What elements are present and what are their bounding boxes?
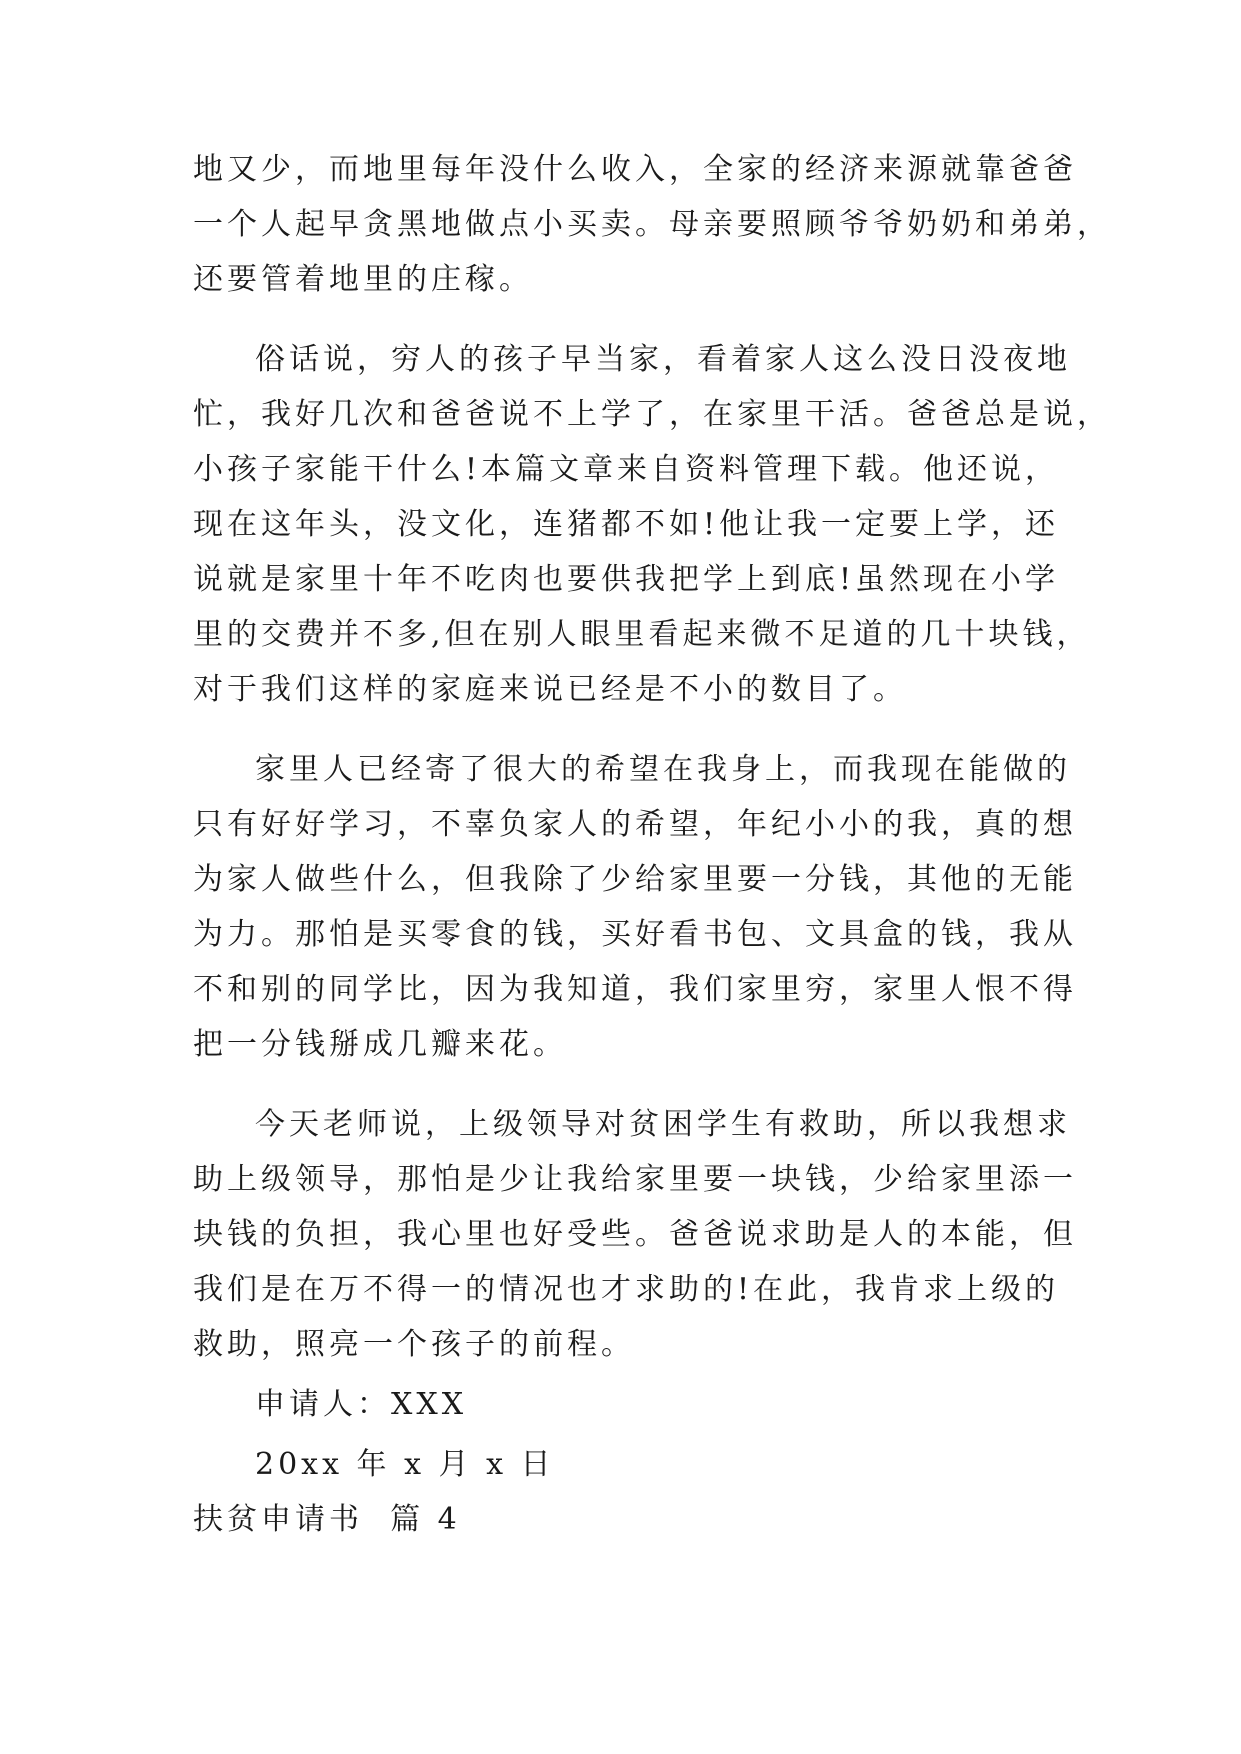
paragraph-line: 现在这年头，没文化，连猪都不如!他让我一定要上学，还 <box>193 507 1060 542</box>
paragraph-line: 不和别的同学比，因为我知道，我们家里穷，家里人恨不得 <box>193 972 1077 1007</box>
section-heading: 扶贫申请书 篇 4 <box>193 1502 461 1537</box>
paragraph-line: 里的交费并不多,但在别人眼里看起来微不足道的几十块钱， <box>193 617 1091 652</box>
date-line: 20xx 年 x 月 x 日 <box>255 1447 555 1482</box>
paragraph-line: 说就是家里十年不吃肉也要供我把学上到底!虽然现在小学 <box>193 562 1060 597</box>
paragraph-line: 对于我们这样的家庭来说已经是不小的数目了。 <box>193 672 907 707</box>
paragraph-line: 一个人起早贪黑地做点小买卖。母亲要照顾爷爷奶奶和弟弟， <box>193 207 1111 242</box>
signature-line: 申请人：XXX <box>255 1387 468 1422</box>
paragraph-line: 为家人做些什么，但我除了少给家里要一分钱，其他的无能 <box>193 862 1077 897</box>
paragraph-line: 块钱的负担，我心里也好受些。爸爸说求助是人的本能，但 <box>193 1217 1077 1252</box>
paragraph-line: 还要管着地里的庄稼。 <box>193 262 533 297</box>
paragraph-line: 只有好好学习，不辜负家人的希望，年纪小小的我，真的想 <box>193 807 1077 842</box>
paragraph-line: 地又少，而地里每年没什么收入，全家的经济来源就靠爸爸 <box>193 152 1077 187</box>
paragraph-line: 为力。那怕是买零食的钱，买好看书包、文具盒的钱，我从 <box>193 917 1077 952</box>
paragraph-line: 家里人已经寄了很大的希望在我身上，而我现在能做的 <box>255 752 1071 787</box>
paragraph-line: 忙，我好几次和爸爸说不上学了，在家里干活。爸爸总是说， <box>193 397 1111 432</box>
paragraph-line: 今天老师说，上级领导对贫困学生有救助，所以我想求 <box>255 1107 1071 1142</box>
paragraph-line: 救助，照亮一个孩子的前程。 <box>193 1327 635 1362</box>
paragraph-line: 俗话说，穷人的孩子早当家，看着家人这么没日没夜地 <box>255 342 1071 377</box>
paragraph-line: 我们是在万不得一的情况也才求助的!在此，我肯求上级的 <box>193 1272 1060 1307</box>
paragraph-line: 助上级领导，那怕是少让我给家里要一块钱，少给家里添一 <box>193 1162 1077 1197</box>
paragraph-line: 把一分钱掰成几瓣来花。 <box>193 1027 567 1062</box>
paragraph-line: 小孩子家能干什么!本篇文章来自资料管理下载。他还说， <box>193 452 1060 487</box>
